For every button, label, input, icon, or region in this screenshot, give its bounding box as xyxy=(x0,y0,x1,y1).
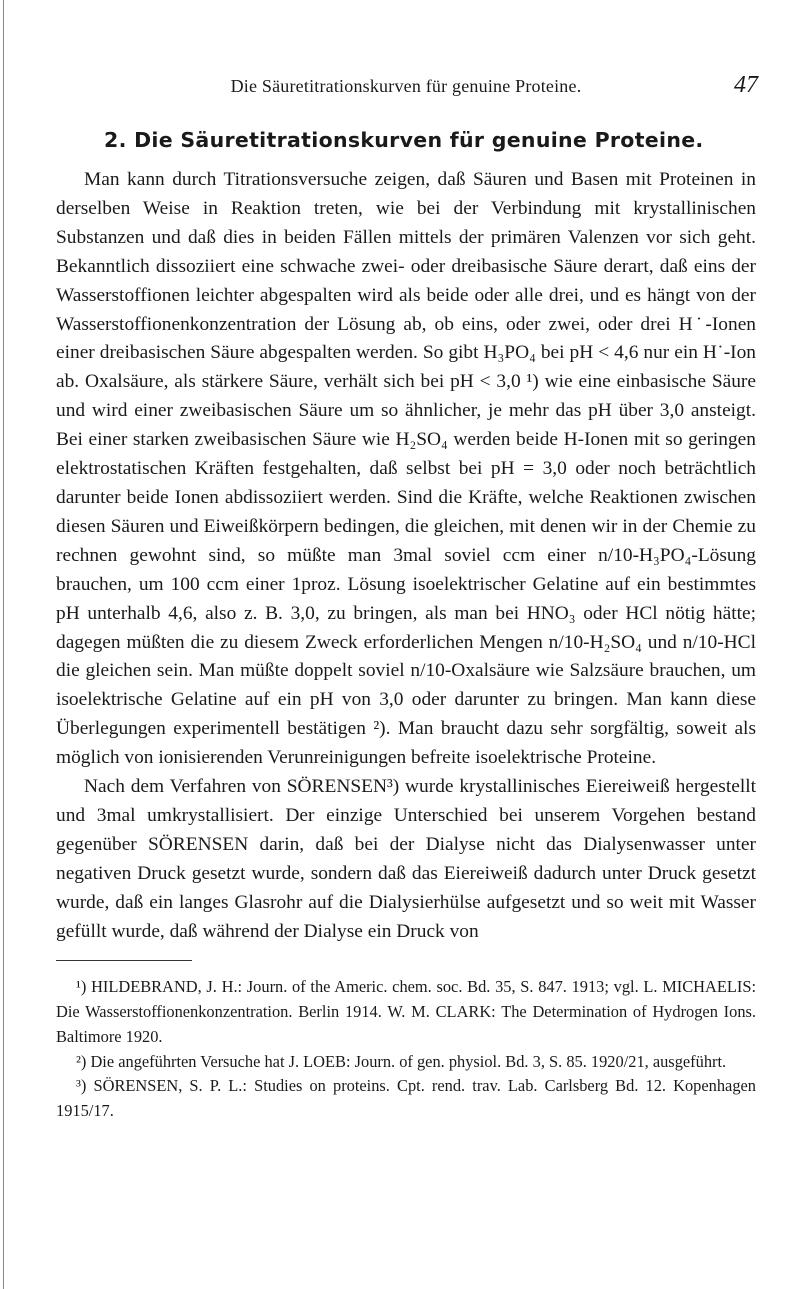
section-title: 2. Die Säuretitrationskurven für genuine Proteine. xyxy=(104,128,704,152)
footnote: ¹) HILDEBRAND, J. H.: Journ. of the Americ. chem. soc. Bd. 35, S. 847. 1913; vgl. L. MICHAELIS: Die Wasserstoffionenkonzentration. Berlin 1914. W. M. CLARK: The Determination of Hydrogen Ions. Baltimore 1920. xyxy=(56,977,756,1046)
footnote: ²) Die angeführten Versuche hat J. LOEB: Journ. of gen. physiol. Bd. 3, S. 85. 1920/21, ausgeführt. xyxy=(76,1051,727,1071)
page-number: 47 xyxy=(734,72,758,98)
page-edge-rule xyxy=(3,0,4,1289)
footnotes xyxy=(56,975,756,1123)
footnote: ³) SÖRENSEN, S. P. L.: Studies on proteins. Cpt. rend. trav. Lab. Carlsberg Bd. 12. Kopenhagen 1915/17. xyxy=(56,1076,756,1120)
footnote-divider xyxy=(56,960,192,961)
paragraph: Man kann durch Titrationsversuche zeigen, daß Säuren und Basen mit Proteinen in derselben Weise in Reaktion treten, wie bei der Verbindung mit krystallinischen Substanzen und daß dies in beiden Fällen mittels der primären Valenzen vor sich geht. Bekanntlich dissoziiert eine schwache zwei- oder dreibasische Säure derart, daß eins der Wasserstoffionen leichter abgespalten wird als beide oder alle drei, und es hängt von der Wasserstoffionenkonzentration der Lösung ab, ob eins, oder zwei, oder drei H˙-Ionen einer dreibasischen Säure abgespalten werden. So gibt H₃PO₄ bei pH < 4,6 nur ein H˙-Ion ab. Oxalsäure, als stärkere Säure, verhält sich bei pH < 3,0 ¹) wie eine einbasische Säure und wird einer zweibasischen Säure um so ähnlicher, je mehr das pH über 3,0 ansteigt. Bei einer starken zweibasischen Säure wie H₂SO₄ werden beide H-Ionen mit so geringen elektrostatischen Kräften festgehalten, daß selbst bei pH = 3,0 oder noch beträchtlich darunter beide Ionen abdissoziiert werden. Sind die Kräfte, welche Reaktionen zwischen diesen Säuren und Eiweißkörpern bedingen, die gleichen, mit denen wir in der Chemie zu rechnen gewohnt sind, so müßte man 3mal soviel ccm einer n/10-H₃PO₄-Lösung brauchen, um 100 ccm einer 1proz. Lösung isoelektrischer Gelatine auf ein bestimmtes pH unterhalb 4,6, also z. B. 3,0, zu bringen, als man bei HNO₃ oder HCl nötig hätte; dagegen müßten die zu diesem Zweck erforderlichen Mengen n/10-H₂SO₄ und n/10-HCl die gleichen sein. Man müßte doppelt soviel n/10-Oxalsäure wie Salzsäure brauchen, um isoelektrische Gelatine auf ein pH von 3,0 oder darunter zu bringen. Man kann diese Überlegungen experimentell bestätigen ²). Man braucht dazu sehr sorgfältig, soweit als möglich von ionisierenden Verunreinigungen befreite isoelektrische Proteine. xyxy=(56,169,756,769)
paragraph: Nach dem Verfahren von SÖRENSEN³) wurde krystallinisches Eiereiweiß hergestellt und 3mal umkrystallisiert. Der einzige Unterschied bei unserem Vorgehen bestand gegenüber SÖRENSEN darin, daß bei der Dialyse nicht das Dialysenwasser unter negativen Druck gesetzt wurde, sondern daß das Eiereiweiß dadurch unter Druck gesetzt wurde, daß ein langes Glasrohr auf die Dialysierhülse aufgesetzt und so weit mit Wasser gefüllt wurde, daß während der Dialyse ein Druck von xyxy=(56,776,756,942)
book-page xyxy=(56,0,756,1124)
running-title: Die Säuretitrationskurven für genuine Proteine. xyxy=(230,76,582,96)
body-text xyxy=(56,166,756,946)
page-header xyxy=(56,72,756,112)
